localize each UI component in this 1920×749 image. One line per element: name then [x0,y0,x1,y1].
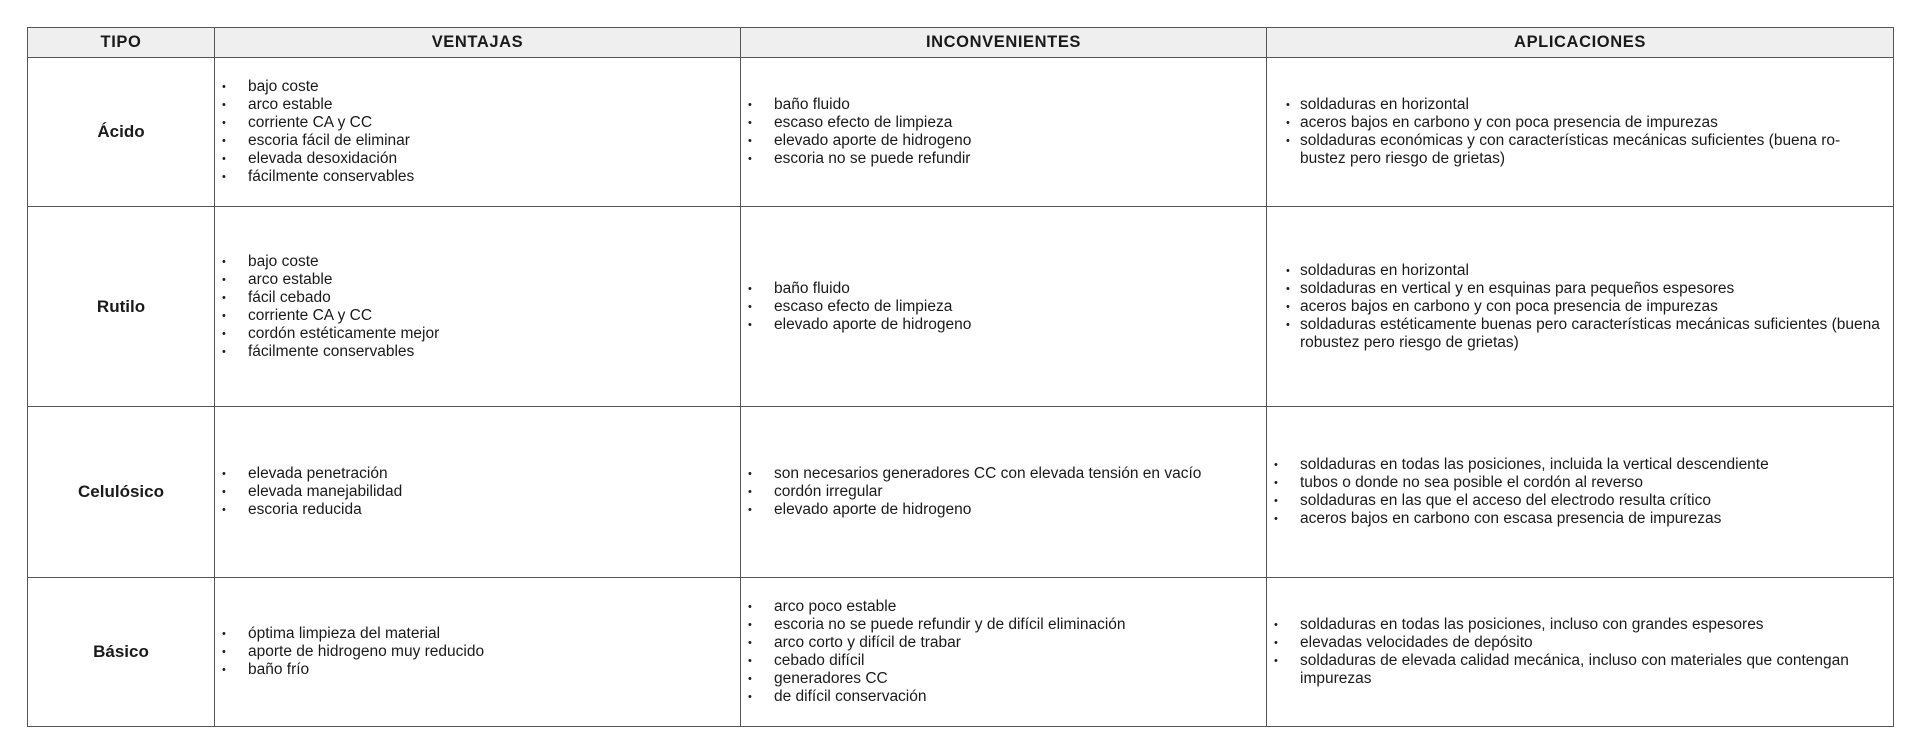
list-item: • tubos o donde no sea posible el cordón al reverso [1267,474,1883,492]
list-item: • arco poco estable [741,598,1256,616]
header-ventajas: VENTAJAS [215,28,741,58]
list-item: • soldaduras en todas las posiciones, incluida la vertical descendiente [1267,456,1883,474]
list-item: • aceros bajos en carbono y con poca presencia de impurezas [1267,298,1883,316]
electrode-types-table-wrapper [27,27,1894,727]
list-item: • cordón irregular [741,483,1256,501]
list-item: • baño frío [215,661,730,679]
list-item: • elevada manejabilidad [215,483,730,501]
list-item: • soldaduras económicas y con características mecánicas suficientes (buena ro-bustez pero riesgo de grietas) [1267,132,1883,168]
type-cell: Básico [28,578,215,727]
list-item: • baño fluido [741,280,1256,298]
table-header [28,28,1894,58]
list-item: • arco corto y difícil de trabar [741,634,1256,652]
list-item: • aceros bajos en carbono con escasa presencia de impurezas [1267,510,1883,528]
header-row [28,28,1894,58]
list-item: • escoria no se puede refundir y de difícil eliminación [741,616,1256,634]
list-item: • bajo coste [215,253,730,271]
header-tipo: TIPO [28,28,215,58]
inconvenientes-list [741,598,1256,706]
list-item: • generadores CC [741,670,1256,688]
list-item: • soldaduras de elevada calidad mecánica, incluso con materiales que contengan impurezas [1267,652,1883,688]
list-item: • arco estable [215,96,730,114]
electrode-types-table [27,27,1894,727]
list-item: • aporte de hidrogeno muy reducido [215,643,730,661]
ventajas-cell [215,58,741,207]
list-item: • escaso efecto de limpieza [741,298,1256,316]
table-row [28,407,1894,578]
aplicaciones-list [1267,262,1883,352]
inconvenientes-cell [741,578,1267,727]
list-item: • elevada penetración [215,465,730,483]
list-item: • elevado aporte de hidrogeno [741,501,1256,519]
inconvenientes-cell [741,207,1267,407]
list-item: • fácilmente conservables [215,343,730,361]
list-item: • bajo coste [215,78,730,96]
list-item: • soldaduras en horizontal [1267,262,1883,280]
list-item: • elevadas velocidades de depósito [1267,634,1883,652]
list-item: • cebado difícil [741,652,1256,670]
ventajas-cell [215,578,741,727]
list-item: • corriente CA y CC [215,307,730,325]
ventajas-list [215,465,730,519]
list-item: • arco estable [215,271,730,289]
aplicaciones-list [1267,456,1883,528]
list-item: • soldaduras estéticamente buenas pero características mecánicas suficientes (buena robustez pero riesgo de grietas) [1267,316,1883,352]
table-row [28,207,1894,407]
list-item: • elevado aporte de hidrogeno [741,132,1256,150]
inconvenientes-list [741,96,1256,168]
table-row [28,578,1894,727]
list-item: • elevado aporte de hidrogeno [741,316,1256,334]
list-item: • son necesarios generadores CC con elevada tensión en vacío [741,465,1256,483]
type-cell: Ácido [28,58,215,207]
list-item: • escoria no se puede refundir [741,150,1256,168]
ventajas-list [215,253,730,361]
ventajas-cell [215,407,741,578]
list-item: • soldaduras en las que el acceso del electrodo resulta crítico [1267,492,1883,510]
list-item: • soldaduras en horizontal [1267,96,1883,114]
list-item: • soldaduras en todas las posiciones, incluso con grandes espesores [1267,616,1883,634]
list-item: • fácil cebado [215,289,730,307]
aplicaciones-cell [1267,578,1894,727]
inconvenientes-list [741,465,1256,519]
list-item: • escoria fácil de eliminar [215,132,730,150]
list-item: • escoria reducida [215,501,730,519]
list-item: • aceros bajos en carbono y con poca presencia de impurezas [1267,114,1883,132]
list-item: • de difícil conservación [741,688,1256,706]
list-item: • escaso efecto de limpieza [741,114,1256,132]
list-item: • cordón estéticamente mejor [215,325,730,343]
ventajas-list [215,78,730,186]
list-item: • soldaduras en vertical y en esquinas para pequeños espesores [1267,280,1883,298]
type-cell: Rutilo [28,207,215,407]
type-cell: Celulósico [28,407,215,578]
aplicaciones-list [1267,96,1883,168]
ventajas-cell [215,207,741,407]
header-inconvenientes: INCONVENIENTES [741,28,1267,58]
list-item: • baño fluido [741,96,1256,114]
inconvenientes-cell [741,407,1267,578]
list-item: • corriente CA y CC [215,114,730,132]
inconvenientes-list [741,280,1256,334]
aplicaciones-list [1267,616,1883,688]
table-body [28,58,1894,727]
list-item: • óptima limpieza del material [215,625,730,643]
aplicaciones-cell [1267,58,1894,207]
header-aplicaciones: APLICACIONES [1267,28,1894,58]
list-item: • fácilmente conservables [215,168,730,186]
list-item: • elevada desoxidación [215,150,730,168]
aplicaciones-cell [1267,207,1894,407]
table-row [28,58,1894,207]
ventajas-list [215,625,730,679]
inconvenientes-cell [741,58,1267,207]
aplicaciones-cell [1267,407,1894,578]
